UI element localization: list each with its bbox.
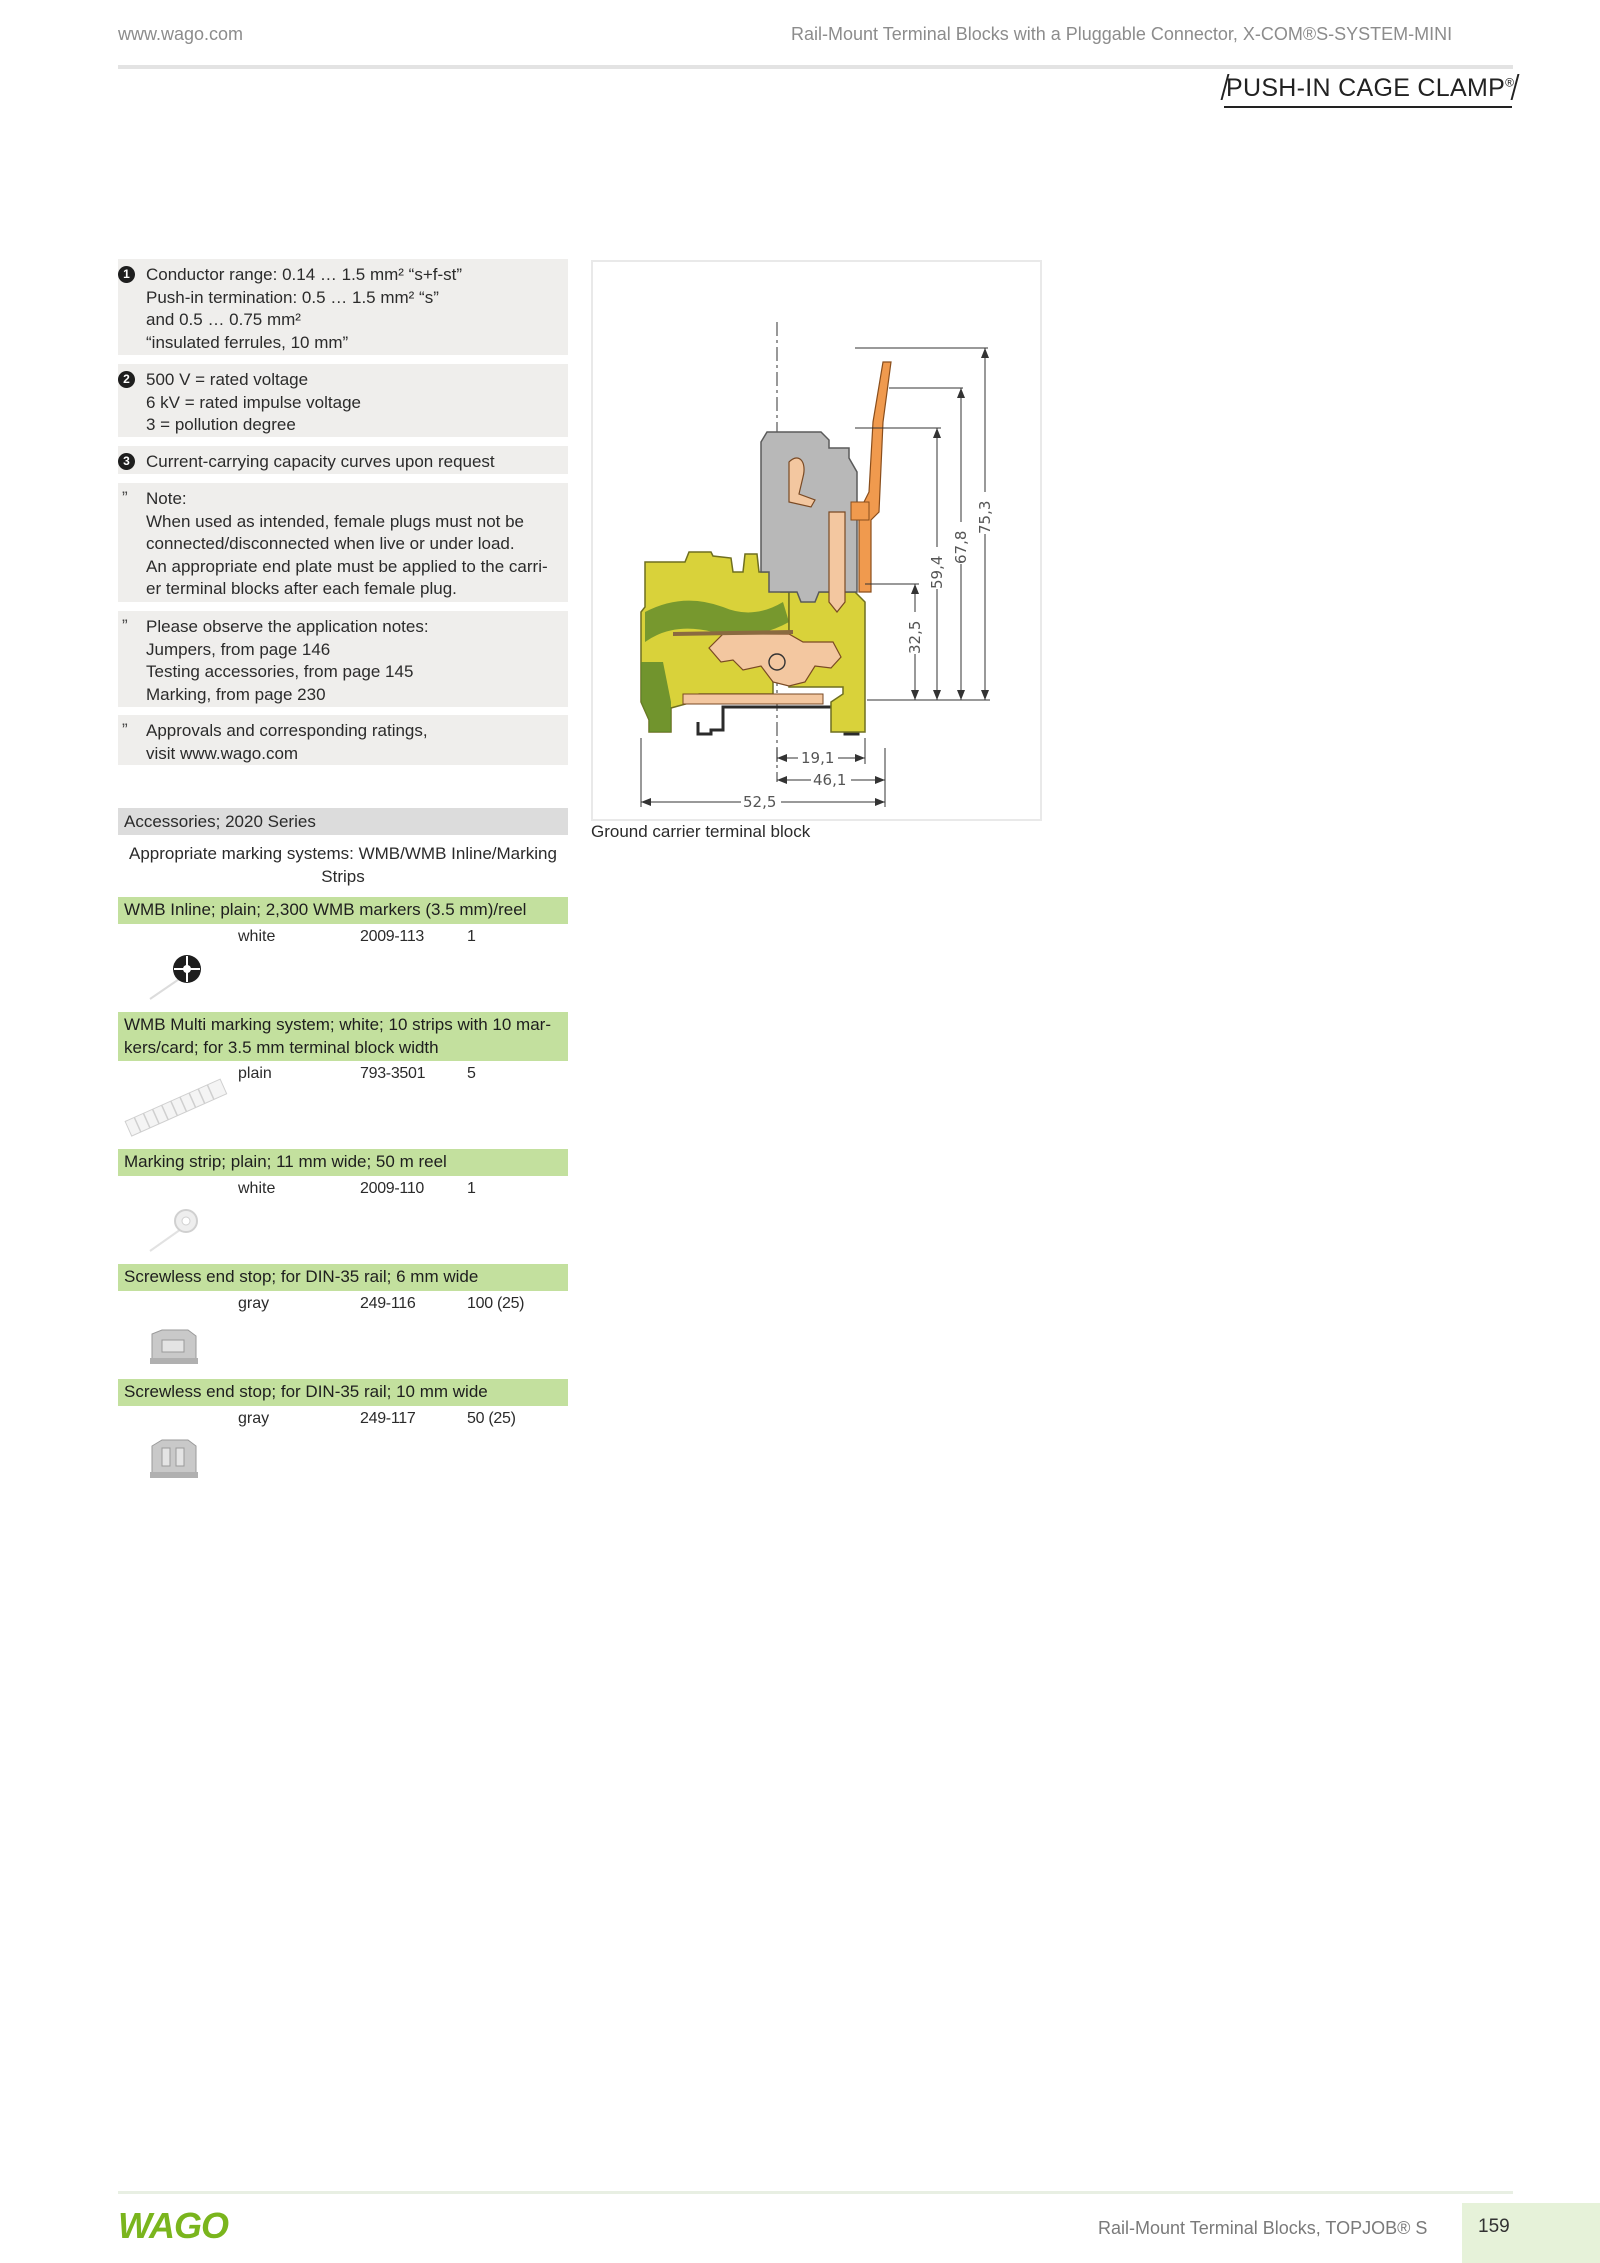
accessory-variant: gray — [238, 1294, 270, 1312]
accessory-title: Marking strip; plain; 11 mm wide; 50 m reel — [118, 1149, 568, 1176]
note-line: Jumpers, from page 146 — [146, 639, 331, 659]
figure-caption: Ground carrier terminal block — [591, 822, 811, 841]
note-marker-2: 2 — [118, 371, 135, 388]
accessories-subheading: Appropriate marking systems: WMB/WMB Inline/Marking Strips — [129, 844, 557, 886]
accessory-row — [118, 1406, 568, 1430]
foot-copper — [683, 694, 823, 704]
accessory-pack-unit: 5 — [467, 1065, 476, 1082]
marker-card-icon — [118, 1078, 233, 1138]
accessory-item-number: 793-3501 — [360, 1065, 426, 1082]
accessory-item-number: 249-116 — [360, 1294, 416, 1312]
note-marker-3: 3 — [118, 453, 135, 470]
accessory-item-number: 2009-110 — [360, 1179, 425, 1197]
accessory-group — [118, 1012, 568, 1085]
note-line: Testing accessories, from page 145 — [146, 662, 414, 681]
note-line: 500 V = rated voltage — [146, 370, 309, 389]
note-application — [118, 611, 568, 707]
dimension-label-46-1: 46,1 — [813, 771, 847, 789]
note-quote-mark: ” — [122, 488, 128, 507]
dimension-label-19-1: 19,1 — [801, 749, 835, 767]
end-stop-icon — [148, 1324, 200, 1368]
note-quote-mark: ” — [122, 720, 128, 739]
dimension-label-32-5: 32,5 — [906, 620, 924, 654]
header-title: Rail-Mount Terminal Blocks with a Pluggable Connector, X-COM®S-SYSTEM-MINI — [791, 24, 1453, 44]
terminal-block-drawing — [593, 262, 1040, 819]
marking-strip-reel-icon — [148, 1193, 208, 1253]
accessory-pack-unit: 50 (25) — [467, 1409, 516, 1427]
accessory-variant: white — [238, 1179, 276, 1197]
note-line: and 0.5 … 0.75 mm² — [146, 310, 301, 329]
accessory-variant: plain — [238, 1065, 272, 1082]
page-number: 159 — [1462, 2203, 1600, 2263]
accessory-group — [118, 1379, 568, 1430]
note-line: When used as intended, female plugs must not be — [146, 511, 525, 531]
note-quote-mark: ” — [122, 616, 128, 635]
accessories-heading-text: Accessories; 2020 Series — [124, 812, 316, 831]
note-line: An appropriate end plate must be applied to the carri- — [146, 556, 548, 576]
note-line: 3 = pollution degree — [146, 415, 296, 434]
accessory-row — [118, 1291, 568, 1315]
svg-text:WAGO: WAGO — [118, 2206, 228, 2246]
end-stop-icon — [148, 1434, 200, 1484]
header-url: www.wago.com — [118, 24, 244, 44]
note-line: Conductor range: 0.14 … 1.5 mm² “s+f-st” — [146, 265, 463, 284]
note-line: “insulated ferrules, 10 mm” — [146, 332, 349, 352]
dimension-label-67-8: 67,8 — [952, 530, 970, 564]
note-line: Current-carrying capacity curves upon request — [146, 452, 495, 471]
dimension-label-75-3: 75,3 — [976, 500, 994, 534]
note-line: 6 kV = rated impulse voltage — [146, 392, 361, 412]
test-tab — [851, 502, 869, 520]
note-ratings — [118, 364, 568, 437]
brand-badge — [1224, 74, 1515, 108]
note-line: Approvals and corresponding ratings, — [146, 721, 428, 740]
note-title: Note: — [146, 489, 187, 508]
accessory-title: Screwless end stop; for DIN-35 rail; 10 mm wide — [118, 1379, 568, 1406]
accessory-group — [118, 1264, 568, 1315]
accessory-variant: gray — [238, 1409, 270, 1427]
accessory-group — [118, 1149, 568, 1200]
note-line: Marking, from page 230 — [146, 684, 326, 704]
footer-divider — [118, 2191, 1513, 2194]
accessory-title: WMB Inline; plain; 2,300 WMB markers (3.5 mm)/reel — [118, 897, 568, 924]
dimension-label-52-5: 52,5 — [743, 793, 777, 811]
dimension-label-59-4: 59,4 — [928, 555, 946, 589]
accessory-variant: white — [238, 927, 276, 945]
note-warning — [118, 483, 568, 602]
marker-reel-icon — [148, 941, 208, 1001]
accessory-item-number: 249-117 — [360, 1409, 416, 1427]
accessory-group — [118, 897, 568, 948]
footer-section-title: Rail-Mount Terminal Blocks, TOPJOB® S — [1098, 2218, 1428, 2238]
wago-logo — [118, 2206, 230, 2246]
contact-spring — [829, 512, 845, 612]
note-line: Push-in termination: 0.5 … 1.5 mm² “s” — [146, 287, 439, 307]
brand-text: PUSH-IN CAGE CLAMP — [1226, 74, 1506, 102]
accessory-title: Screwless end stop; for DIN-35 rail; 6 mm wide — [118, 1264, 568, 1291]
note-line: Please observe the application notes: — [146, 617, 429, 636]
accessory-pack-unit: 1 — [467, 1179, 476, 1197]
terminal-block-figure — [591, 260, 1042, 821]
release-lever — [859, 362, 891, 592]
note-marker-1: 1 — [118, 266, 135, 283]
accessory-item-number: 2009-113 — [360, 927, 425, 945]
note-current-capacity — [118, 446, 568, 474]
header-divider — [118, 65, 1513, 69]
note-line: er terminal blocks after each female plug. — [146, 579, 457, 598]
note-approvals — [118, 715, 568, 765]
note-conductor-range — [118, 259, 568, 355]
accessory-title: WMB Multi marking system; white; 10 strips with 10 mar-kers/card; for 3.5 mm terminal block width — [118, 1012, 568, 1061]
note-line: visit www.wago.com — [146, 743, 299, 763]
note-line: connected/disconnected when live or under load. — [146, 534, 515, 553]
accessories-heading — [118, 808, 568, 835]
accessory-pack-unit: 1 — [467, 927, 476, 945]
accessory-pack-unit: 100 (25) — [467, 1294, 525, 1312]
brand-registered-mark: ® — [1505, 75, 1515, 90]
